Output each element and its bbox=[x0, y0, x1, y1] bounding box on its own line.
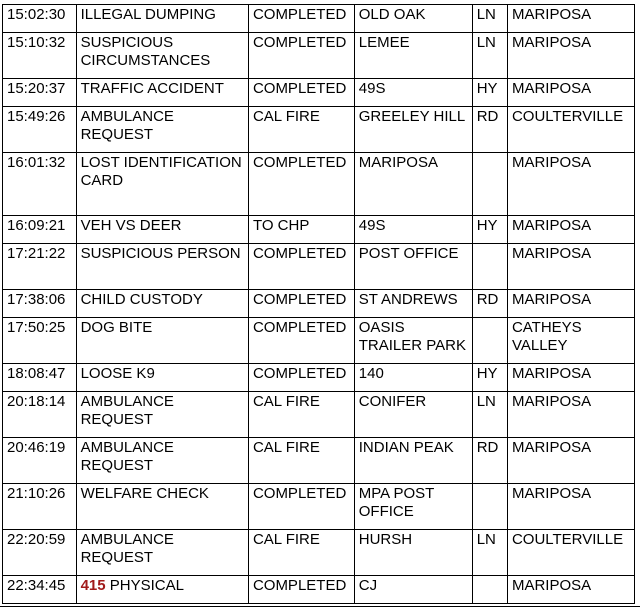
street-type-cell: RD bbox=[472, 290, 507, 318]
street-type-cell: LN bbox=[472, 530, 507, 576]
street-type-cell bbox=[472, 318, 507, 364]
time-cell: 15:02:30 bbox=[3, 5, 77, 33]
city-cell: MARIPOSA bbox=[507, 216, 634, 244]
call-type-cell: VEH VS DEER bbox=[76, 216, 248, 244]
time-cell: 15:20:37 bbox=[3, 79, 77, 107]
time-cell: 20:18:14 bbox=[3, 392, 77, 438]
call-type-cell: CHILD CUSTODY bbox=[76, 290, 248, 318]
city-cell: MARIPOSA bbox=[507, 576, 634, 604]
call-type-cell: DOG BITE bbox=[76, 318, 248, 364]
street-type-cell: LN bbox=[472, 392, 507, 438]
street-type-cell: HY bbox=[472, 79, 507, 107]
penal-code: 415 bbox=[80, 577, 106, 594]
time-cell: 17:50:25 bbox=[3, 318, 77, 364]
table-row bbox=[3, 5, 635, 33]
table-row bbox=[3, 364, 635, 392]
disposition-cell: CAL FIRE bbox=[248, 392, 354, 438]
call-type-cell: AMBULANCE REQUEST bbox=[76, 107, 248, 153]
city-cell: MARIPOSA bbox=[507, 392, 634, 438]
table-row bbox=[3, 484, 635, 530]
street-type-cell: RD bbox=[472, 438, 507, 484]
street-type-cell: HY bbox=[472, 364, 507, 392]
location-cell: GREELEY HILL bbox=[354, 107, 472, 153]
call-type-cell: LOOSE K9 bbox=[76, 364, 248, 392]
disposition-cell: COMPLETED bbox=[248, 33, 354, 79]
time-cell: 17:21:22 bbox=[3, 244, 77, 290]
table-row bbox=[3, 33, 635, 79]
street-type-cell bbox=[472, 576, 507, 604]
street-type-cell: LN bbox=[472, 5, 507, 33]
location-cell: ST ANDREWS bbox=[354, 290, 472, 318]
table-row bbox=[3, 107, 635, 153]
disposition-cell: CAL FIRE bbox=[248, 438, 354, 484]
city-cell: MARIPOSA bbox=[507, 5, 634, 33]
call-type-cell: ILLEGAL DUMPING bbox=[76, 5, 248, 33]
table-row bbox=[3, 79, 635, 107]
call-type-cell: SUSPICIOUS CIRCUMSTANCES bbox=[76, 33, 248, 79]
disposition-cell: COMPLETED bbox=[248, 5, 354, 33]
disposition-cell: COMPLETED bbox=[248, 79, 354, 107]
table-row bbox=[3, 216, 635, 244]
street-type-cell bbox=[472, 484, 507, 530]
location-cell: MPA POST OFFICE bbox=[354, 484, 472, 530]
city-cell: COULTERVILLE bbox=[507, 107, 634, 153]
call-type-cell: WELFARE CHECK bbox=[76, 484, 248, 530]
disposition-cell: COMPLETED bbox=[248, 153, 354, 216]
time-cell: 16:09:21 bbox=[3, 216, 77, 244]
time-cell: 18:08:47 bbox=[3, 364, 77, 392]
call-type-cell bbox=[76, 576, 248, 604]
location-cell: INDIAN PEAK bbox=[354, 438, 472, 484]
table-row bbox=[3, 318, 635, 364]
street-type-cell: RD bbox=[472, 107, 507, 153]
disposition-cell: COMPLETED bbox=[248, 244, 354, 290]
table-row bbox=[3, 530, 635, 576]
disposition-cell: COMPLETED bbox=[248, 290, 354, 318]
city-cell: MARIPOSA bbox=[507, 484, 634, 530]
city-cell: MARIPOSA bbox=[507, 79, 634, 107]
city-cell: MARIPOSA bbox=[507, 290, 634, 318]
call-type-cell: AMBULANCE REQUEST bbox=[76, 438, 248, 484]
time-cell: 17:38:06 bbox=[3, 290, 77, 318]
city-cell: MARIPOSA bbox=[507, 438, 634, 484]
location-cell: 49S bbox=[354, 216, 472, 244]
location-cell: POST OFFICE bbox=[354, 244, 472, 290]
time-cell: 15:10:32 bbox=[3, 33, 77, 79]
call-log-table bbox=[2, 4, 635, 604]
table-row bbox=[3, 244, 635, 290]
street-type-cell: HY bbox=[472, 216, 507, 244]
table-row bbox=[3, 290, 635, 318]
location-cell: MARIPOSA bbox=[354, 153, 472, 216]
table-row bbox=[3, 392, 635, 438]
location-cell: 140 bbox=[354, 364, 472, 392]
call-type-cell: AMBULANCE REQUEST bbox=[76, 392, 248, 438]
location-cell: 49S bbox=[354, 79, 472, 107]
city-cell: MARIPOSA bbox=[507, 244, 634, 290]
time-cell: 22:34:45 bbox=[3, 576, 77, 604]
city-cell: MARIPOSA bbox=[507, 153, 634, 216]
time-cell: 16:01:32 bbox=[3, 153, 77, 216]
disposition-cell: TO CHP bbox=[248, 216, 354, 244]
city-cell: MARIPOSA bbox=[507, 364, 634, 392]
street-type-cell bbox=[472, 244, 507, 290]
disposition-cell: COMPLETED bbox=[248, 364, 354, 392]
disposition-cell: COMPLETED bbox=[248, 484, 354, 530]
location-cell: OASIS TRAILER PARK bbox=[354, 318, 472, 364]
table-row bbox=[3, 576, 635, 604]
city-cell: CATHEYS VALLEY bbox=[507, 318, 634, 364]
table-row bbox=[3, 153, 635, 216]
page-bottom-rule bbox=[0, 606, 640, 607]
time-cell: 15:49:26 bbox=[3, 107, 77, 153]
call-type-cell: TRAFFIC ACCIDENT bbox=[76, 79, 248, 107]
location-cell: OLD OAK bbox=[354, 5, 472, 33]
table-row bbox=[3, 438, 635, 484]
disposition-cell: COMPLETED bbox=[248, 576, 354, 604]
location-cell: CJ bbox=[354, 576, 472, 604]
call-type-text: PHYSICAL bbox=[109, 577, 184, 594]
time-cell: 22:20:59 bbox=[3, 530, 77, 576]
disposition-cell: CAL FIRE bbox=[248, 107, 354, 153]
call-type-cell: AMBULANCE REQUEST bbox=[76, 530, 248, 576]
call-type-cell: LOST IDENTIFICATION CARD bbox=[76, 153, 248, 216]
city-cell: MARIPOSA bbox=[507, 33, 634, 79]
city-cell: COULTERVILLE bbox=[507, 530, 634, 576]
location-cell: CONIFER bbox=[354, 392, 472, 438]
location-cell: HURSH bbox=[354, 530, 472, 576]
location-cell: LEMEE bbox=[354, 33, 472, 79]
disposition-cell: COMPLETED bbox=[248, 318, 354, 364]
call-type-cell: SUSPICIOUS PERSON bbox=[76, 244, 248, 290]
street-type-cell bbox=[472, 153, 507, 216]
time-cell: 20:46:19 bbox=[3, 438, 77, 484]
time-cell: 21:10:26 bbox=[3, 484, 77, 530]
street-type-cell: LN bbox=[472, 33, 507, 79]
disposition-cell: CAL FIRE bbox=[248, 530, 354, 576]
